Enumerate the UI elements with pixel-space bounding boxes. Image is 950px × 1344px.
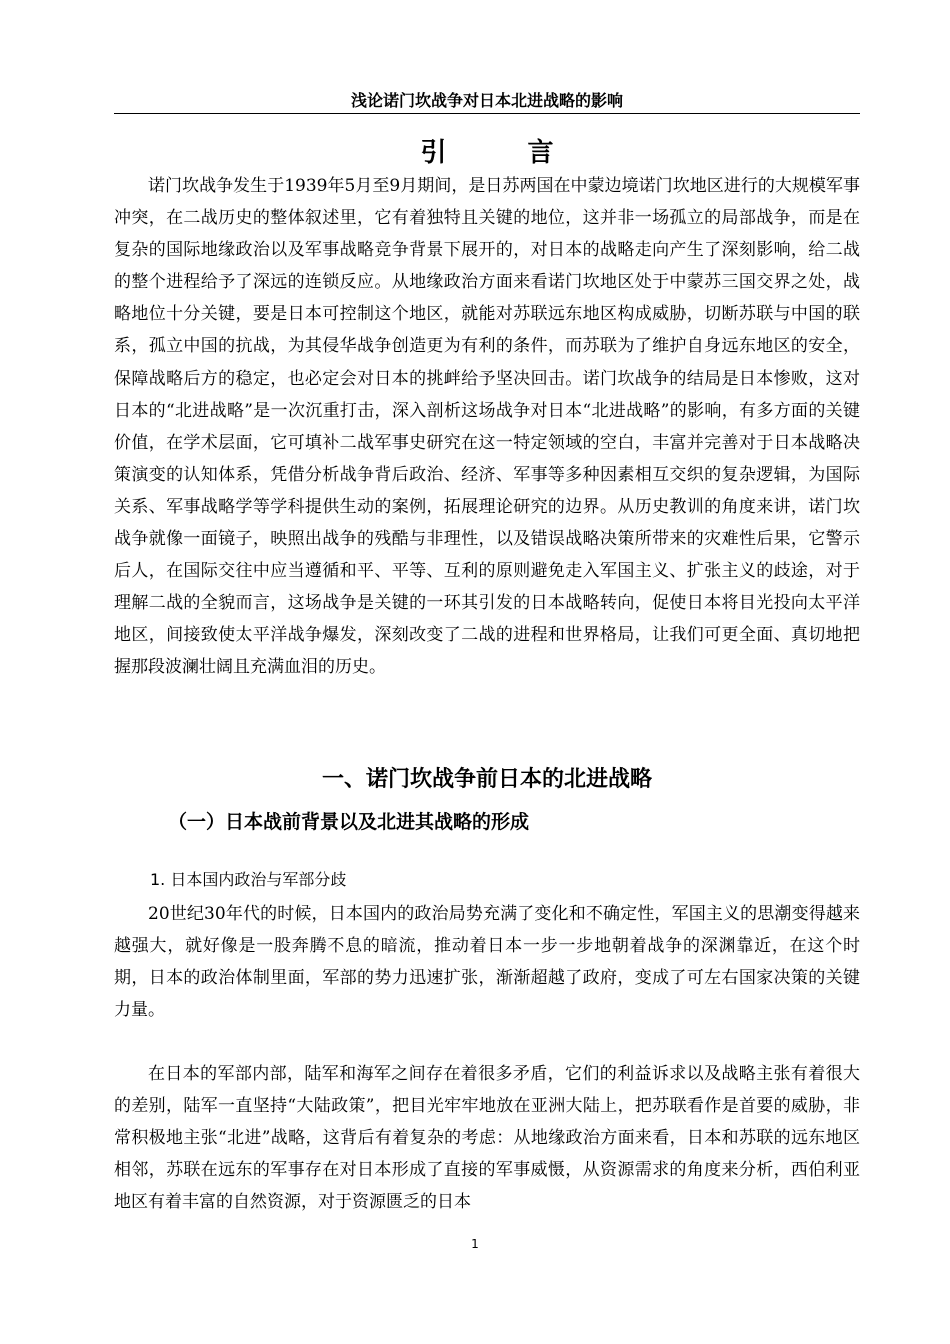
intro-paragraph: 诺门坎战争发生于1939年5月至9月期间，是日苏两国在中蒙边境诺门坎地区进行的大规模军事冲突，在二战历史的整体叙述里，它有着独特且关键的地位，这并非一场孤立的局部战争，而是在复杂的国际地缘政治以及军事战略竞争背景下展开的，对日本的战略走向产生了深刻影响，给二战的整个进程给予了深远的连锁反应。从地缘政治方面来看诺门坎地区处于中蒙苏三国交界之处，战略地位十分关键，要是日本可控制这个地区，就能对苏联远东地区构成威胁，切断苏联与中国的联系，孤立中国的抗战，为其侵华战争创造更为有利的条件，而苏联为了维护自身远东地区的安全，保障战略后方的稳定，也必定会对日本的挑衅给予坚决回击。诺门坎战争的结局是日本惨败，这对日本的“北进战略”是一次沉重打击，深入剖析这场战争对日本“北进战略”的影响，有多方面的关键价值，在学术层面，它可填补二战军事史研究在这一特定领域的空白，丰富并完善对于日本战略决策演变的认知体系，凭借分析战争背后政治、经济、军事等多种因素相互交织的复杂逻辑，为国际关系、军事战略学等学科提供生动的案例，拓展理论研究的边界。从历史教训的角度来讲，诺门坎战争就像一面镜子，映照出战争的残酷与非理性，以及错误战略决策所带来的灾难性后果，它警示后人，在国际交往中应当遵循和平、平等、互利的原则避免走入军国主义、扩张主义的歧途，对于理解二战的全貌而言，这场战争是关键的一环其引发的日本战略转向，促使日本将目光投向太平洋地区，间接致使太平洋战争爆发，深刻改变了二战的进程和世界格局，让我们可更全面、真切地把握那段波澜壮阔且充满血泪的历史。 — [114, 176, 860, 678]
page-number: 1 — [471, 1237, 479, 1251]
body-paragraph: 在日本的军部内部，陆军和海军之间存在着很多矛盾，它们的利益诉求以及战略主张有着很大的差别，陆军一直坚持“大陆政策”，把目光牢牢地放在亚洲大陆上，把苏联看作是首要的威胁，非常积极地主张“北进”战略，这背后有着复杂的考虑：从地缘政治方面来看，日本和苏联的远东地区相邻，苏联在远东的军事存在对日本形成了直接的军事威慑，从资源需求的角度来分析，西伯利亚地区有着丰富的自然资源，对于资源匮乏的日本 — [114, 1064, 860, 1213]
header-divider — [114, 113, 860, 114]
subsection-heading: 1. 日本国内政治与军部分歧 — [150, 870, 347, 889]
intro-title: 引 言 — [420, 138, 590, 168]
body-paragraph: 20世纪30年代的时候，日本国内的政治局势充满了变化和不确定性，军国主义的思潮变得越来越强大，就好像是一股奔腾不息的暗流，推动着日本一步一步地朝着战争的深渊靠近，在这个时期，日本的政治体制里面，军部的势力迅速扩张，渐渐超越了政府，变成了可左右国家决策的关键力量。 — [114, 904, 860, 1021]
running-header-title: 浅论诺门坎战争对日本北进战略的影响 — [350, 91, 623, 110]
chapter-heading: 一、诺门坎战争前日本的北进战略 — [321, 767, 652, 792]
section-heading: （一）日本战前背景以及北进其战略的形成 — [168, 811, 530, 833]
